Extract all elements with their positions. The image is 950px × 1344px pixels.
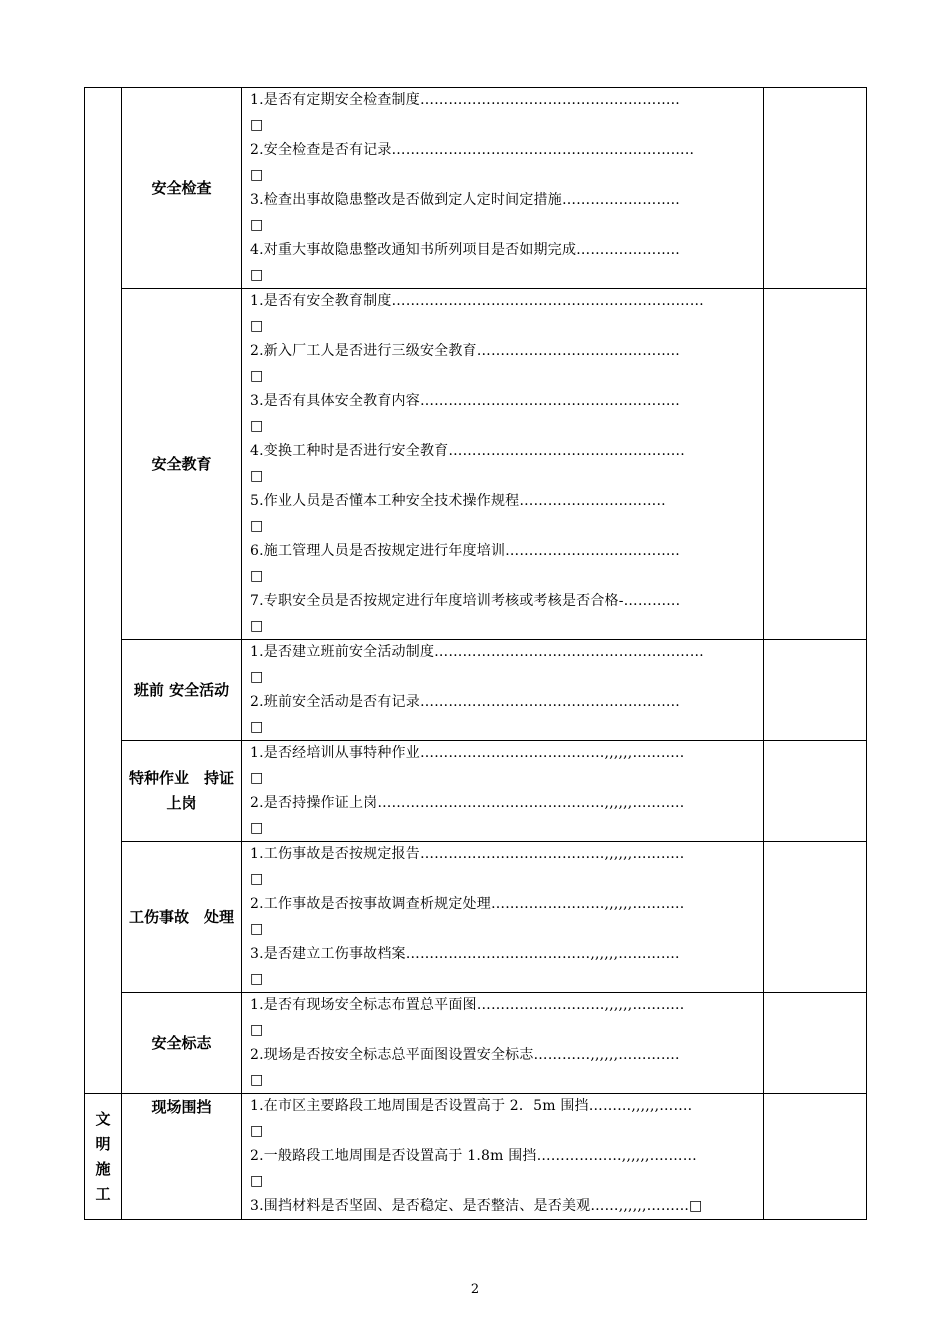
checklist-item [242, 289, 763, 339]
result-cell[interactable] [764, 842, 867, 993]
checkbox[interactable]: □ [250, 971, 264, 987]
checkbox[interactable]: □ [250, 719, 264, 735]
checklist-item [242, 138, 763, 188]
category-label: 安全教育 [122, 289, 242, 640]
checklist-item [242, 339, 763, 389]
checkbox[interactable]: □ [250, 1123, 264, 1139]
checklist-item-text: 1.工伤事故是否按规定报告…………………………………,,,,,,……….. [250, 846, 685, 862]
checklist-items [242, 640, 764, 741]
checklist-items [242, 289, 764, 640]
checklist-item-text: 3.是否有具体安全教育内容……………………………………..……….. [250, 393, 680, 409]
checklist-item [242, 1094, 763, 1144]
checklist-item-text: 2.新入厂工人是否进行三级安全教育…………………………..……….. [250, 343, 680, 359]
checkbox[interactable]: □ [250, 318, 264, 334]
checkbox[interactable]: □ [250, 368, 264, 384]
checkbox[interactable]: □ [250, 418, 264, 434]
checkbox[interactable]: □ [250, 871, 264, 887]
table-row [85, 88, 867, 289]
checklist-item-text: 1.是否有定期安全检查制度……………………………………..……….. [250, 92, 680, 108]
checkbox[interactable]: □ [689, 1198, 703, 1214]
checklist-item-text: 3.围挡材料是否坚固、是否稳定、是否整洁、是否美观……,,,,,,……... [250, 1198, 690, 1214]
checklist-items [242, 88, 764, 289]
category-label: 现场围挡 [122, 1094, 242, 1220]
checklist-item [242, 1194, 763, 1219]
checklist-item [242, 539, 763, 589]
category-label: 安全检查 [122, 88, 242, 289]
checklist-item-text: 3.是否建立工伤事故档案…………………………………,,,,,,…………. [250, 946, 680, 962]
table-row [85, 289, 867, 640]
checklist-item-text: 6.施工管理人员是否按规定进行年度培训……………………..……….. [250, 543, 680, 559]
checkbox[interactable]: □ [250, 618, 264, 634]
checklist-item-text: 1.是否经培训从事特种作业…………………………………,,,,,,……….. [250, 745, 685, 761]
checkbox[interactable]: □ [250, 217, 264, 233]
checkbox[interactable]: □ [250, 568, 264, 584]
checklist-item [242, 188, 763, 238]
checklist-item-text: 2.一般路段工地周围是否设置高于 1.8m 围挡………………,,,,,,.……… [250, 1148, 697, 1164]
checklist-item-text: 1.是否有安全教育制度………………………………………………………… [250, 293, 704, 309]
result-cell[interactable] [764, 741, 867, 842]
checklist-item-text: 5.作业人员是否懂本工种安全技术操作规程………………..……….. [250, 493, 666, 509]
table-row [85, 1094, 867, 1220]
checklist-item [242, 489, 763, 539]
checklist-items [242, 741, 764, 842]
checkbox[interactable]: □ [250, 267, 264, 283]
checkbox[interactable]: □ [250, 1173, 264, 1189]
page-number: 2 [470, 1282, 480, 1297]
checklist-item [242, 842, 763, 892]
checklist-item-text: 4.对重大事故隐患整改通知书所列项目是否如期完成………..……….. [250, 242, 680, 258]
checkbox[interactable]: □ [250, 921, 264, 937]
checklist-items [242, 842, 764, 993]
checklist-item-text: 4.变换工种时是否进行安全教育………………………………………….. [250, 443, 685, 459]
checklist-item [242, 993, 763, 1043]
checklist-item-text: 3.检查出事故隐患整改是否做到定人定时间定措施…………..……….. [250, 192, 680, 208]
category-label: 安全标志 [122, 993, 242, 1094]
checklist-item-text: 2.安全检查是否有记录…………………………………………..………….. [250, 142, 695, 158]
result-cell[interactable] [764, 640, 867, 741]
result-cell[interactable] [764, 993, 867, 1094]
checkbox[interactable]: □ [250, 770, 264, 786]
checklist-item [242, 1043, 763, 1093]
checklist-item-text: 2.班前安全活动是否有记录……………………………………..……….. [250, 694, 680, 710]
checklist-item-text: 2.现场是否按安全标志总平面图设置安全标志…………,,,,,,…………. [250, 1047, 680, 1063]
checklist-item-text: 1.在市区主要路段工地周围是否设置高于 2．5m 围挡………,,,,,,……. [250, 1098, 693, 1114]
result-cell[interactable] [764, 1094, 867, 1220]
checklist-item [242, 389, 763, 439]
category-label: 班前 安全活动 [122, 640, 242, 741]
category-label: 工伤事故 处理 [122, 842, 242, 993]
group-label: 文 明 施 工 [85, 1094, 122, 1220]
checklist-item [242, 1144, 763, 1194]
checklist-item [242, 741, 763, 791]
checkbox[interactable]: □ [250, 117, 264, 133]
group-cell [85, 88, 122, 1094]
category-label: 特种作业 持证上岗 [122, 741, 242, 842]
checkbox[interactable]: □ [250, 518, 264, 534]
checkbox[interactable]: □ [250, 1072, 264, 1088]
checklist-item [242, 88, 763, 138]
checkbox[interactable]: □ [250, 1022, 264, 1038]
checklist-item [242, 589, 763, 639]
checkbox[interactable]: □ [250, 669, 264, 685]
result-cell[interactable] [764, 88, 867, 289]
checklist-item [242, 892, 763, 942]
inspection-table [84, 87, 867, 1220]
checkbox[interactable]: □ [250, 468, 264, 484]
checkbox[interactable]: □ [250, 167, 264, 183]
checklist-item-text: 2.是否持操作证上岗…………………………………………,,,,,,……….. [250, 795, 685, 811]
checklist-item [242, 690, 763, 740]
checklist-item [242, 439, 763, 489]
checkbox[interactable]: □ [250, 820, 264, 836]
result-cell[interactable] [764, 289, 867, 640]
checklist-item-text: 1.是否有现场安全标志布置总平面图………………………,,,,,,……….. [250, 997, 685, 1013]
table-row [85, 640, 867, 741]
checklist-item [242, 238, 763, 288]
checklist-item [242, 640, 763, 690]
checklist-item-text: 1.是否建立班前安全活动制度………………………………………………… [250, 644, 704, 660]
table-row [85, 842, 867, 993]
checklist-item [242, 942, 763, 992]
checklist-items [242, 1094, 764, 1220]
checklist-item-text: 7.专职安全员是否按规定进行年度培训考核或考核是否合格-………... [250, 593, 681, 609]
checklist-item-text: 2.工作事故是否按事故调查析规定处理……………………,,,,,,……….. [250, 896, 685, 912]
checklist-item [242, 791, 763, 841]
checklist-items [242, 993, 764, 1094]
table-row [85, 741, 867, 842]
table-row [85, 993, 867, 1094]
